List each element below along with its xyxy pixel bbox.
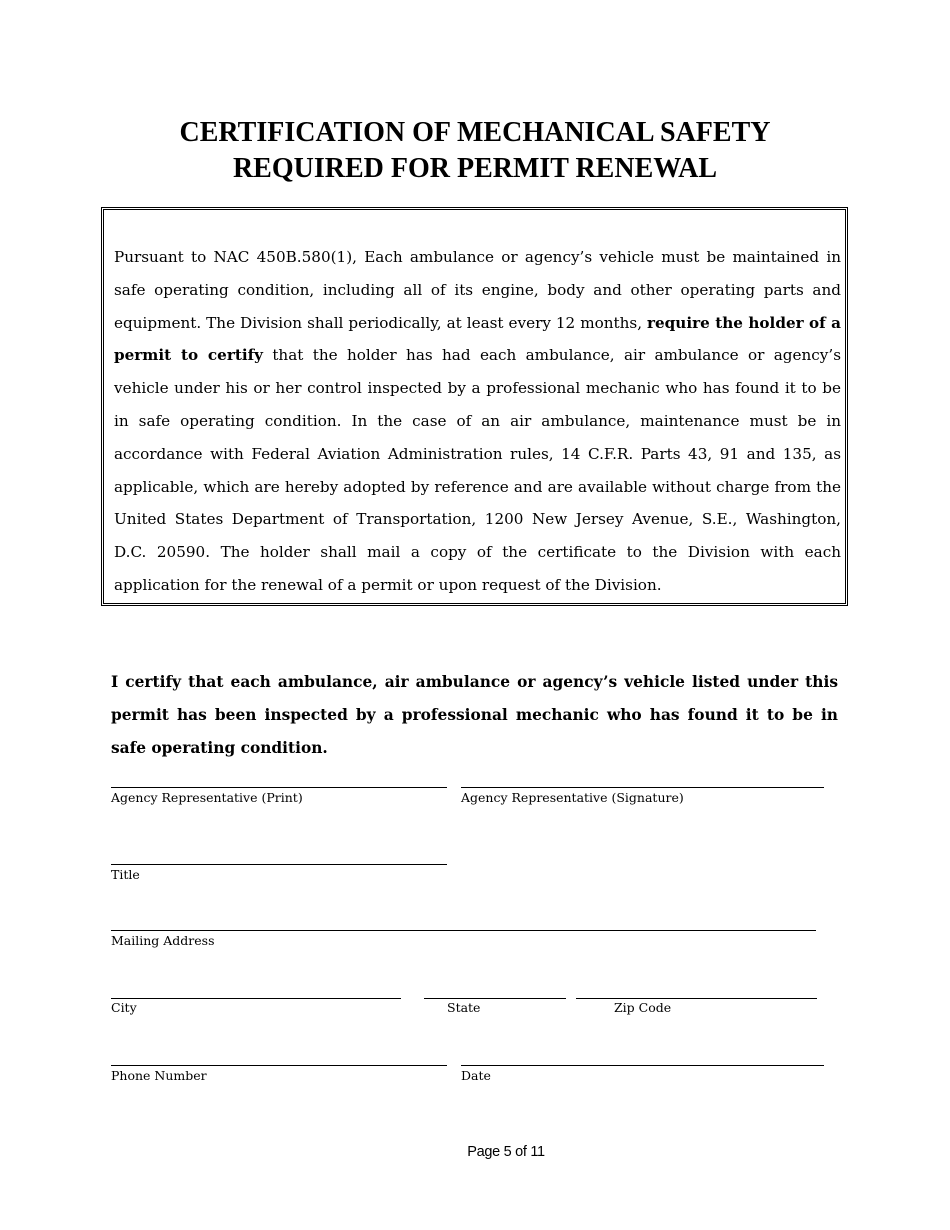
zip-label: Zip Code bbox=[614, 1000, 672, 1015]
rep-print-label: Agency Representative (Print) bbox=[111, 790, 303, 805]
regulation-paragraph bbox=[114, 241, 841, 602]
page-title bbox=[0, 115, 950, 187]
zip-line[interactable] bbox=[576, 998, 817, 999]
title-line[interactable] bbox=[111, 864, 447, 865]
state-label: State bbox=[447, 1000, 481, 1015]
city-label: City bbox=[111, 1000, 137, 1015]
city-line[interactable] bbox=[111, 998, 401, 999]
certification-statement: I certify that each ambulance, air ambulance or agency’s vehicle listed under this permit has been inspected by a professional mechanic who has found it to be in safe operating condition. bbox=[111, 673, 838, 757]
rep-print-line[interactable] bbox=[111, 787, 447, 788]
phone-label: Phone Number bbox=[111, 1068, 207, 1083]
regulation-text-end: that the holder has had each ambulance, air ambulance or agency’s vehicle under his or her control inspected by a professional mechanic who has found it to be in safe operating condition. In the case of an air ambulance, maintenance must be in accordance with Federal Aviation Administration rules, 14 C.F.R. Parts 43, 91 and 135, as applicable, which are hereby adopted by reference and are available without charge from the United States Department of Transportation, 1200 New Jersey Avenue, S.E., Washington, D.C. 20590. The holder shall mail a copy of the certificate to the Division with each application for the renewal of a permit or upon request of the Division. bbox=[114, 346, 841, 594]
mailing-address-label: Mailing Address bbox=[111, 933, 215, 948]
date-line[interactable] bbox=[461, 1065, 824, 1066]
phone-line[interactable] bbox=[111, 1065, 447, 1066]
mailing-address-line[interactable] bbox=[111, 930, 816, 931]
state-line[interactable] bbox=[424, 998, 566, 999]
page-title-line-1: CERTIFICATION OF MECHANICAL SAFETY bbox=[179, 117, 771, 148]
regulation-text-start: Pursuant to NAC 450B.580(1), Each ambulance or agency’s vehicle must be maintained in safe operating condition, including all of its engine, body and other operating parts and equipment. The Division shall periodically, at least every 12 months, bbox=[114, 248, 841, 332]
rep-signature-label: Agency Representative (Signature) bbox=[461, 790, 684, 805]
title-label: Title bbox=[111, 867, 140, 882]
date-label: Date bbox=[461, 1068, 491, 1083]
rep-signature-line[interactable] bbox=[461, 787, 824, 788]
regulation-bold-text: require the holder of a permit to certify bbox=[114, 313, 841, 365]
page-number: Page 5 of 11 bbox=[467, 1144, 545, 1160]
regulation-box bbox=[101, 207, 848, 606]
page-title-line-2: REQUIRED FOR PERMIT RENEWAL bbox=[232, 153, 718, 184]
